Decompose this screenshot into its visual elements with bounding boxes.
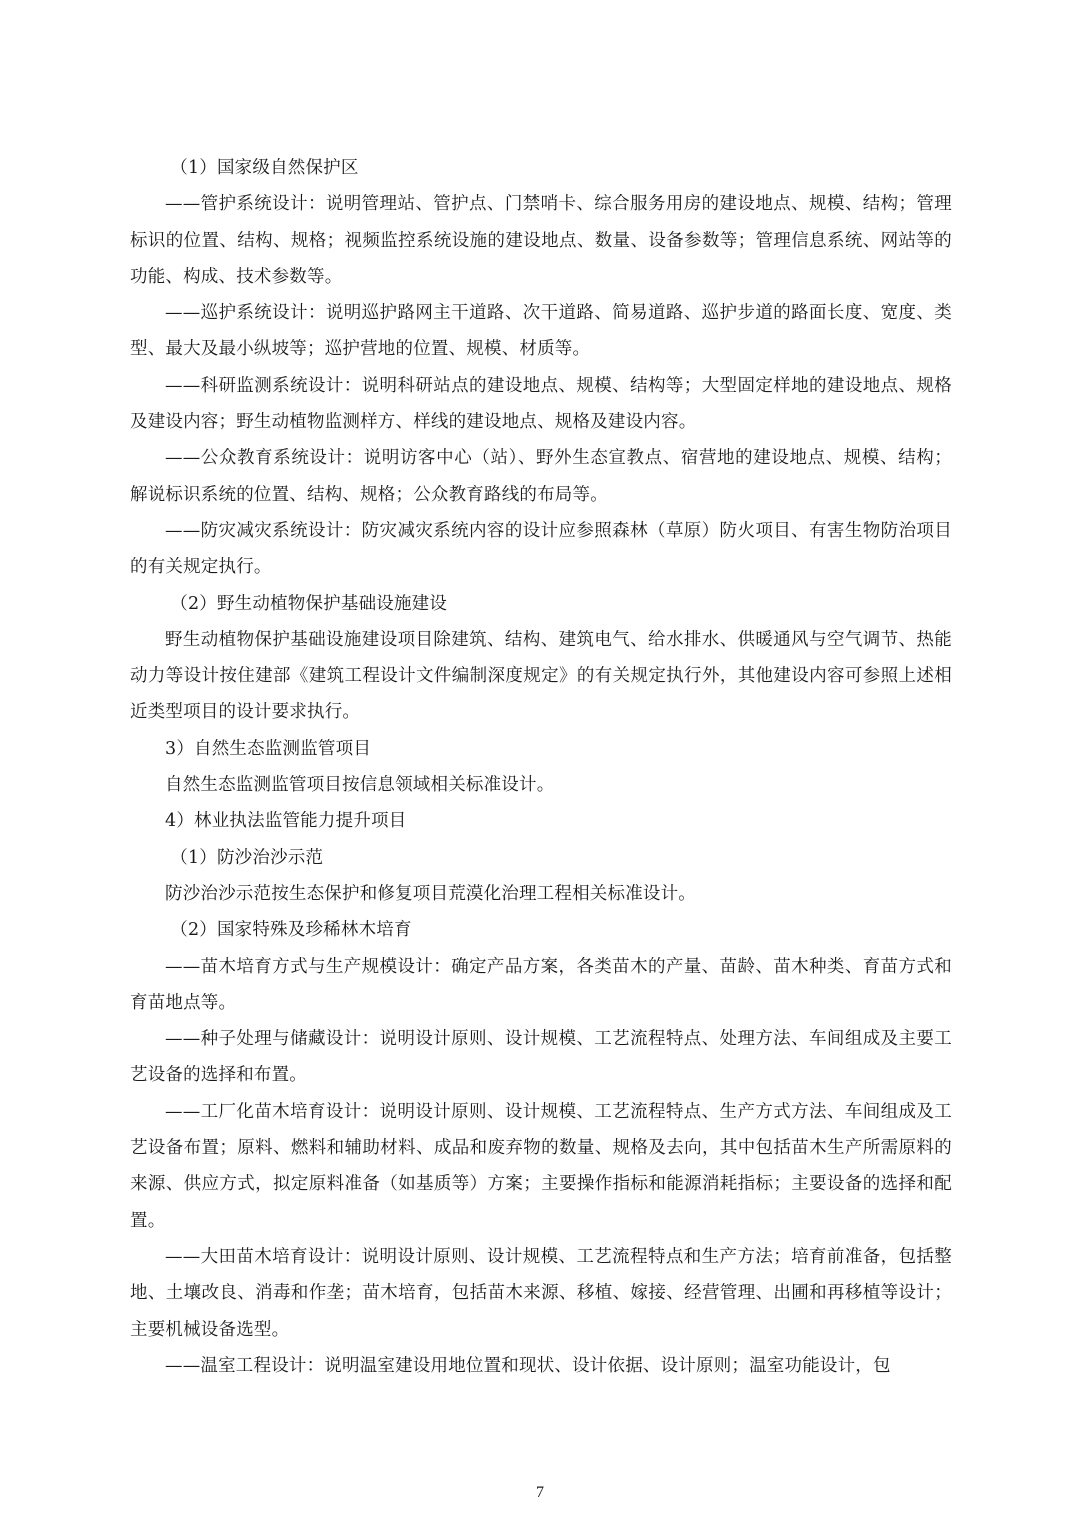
paragraph-research-monitoring-design: ——科研监测系统设计：说明科研站点的建设地点、规模、结构等；大型固定样地的建设地点、规格及建设内容；野生动植物监测样方、样线的建设地点、规格及建设内容。	[130, 375, 952, 433]
section-heading-nature-reserve: （1）国家级自然保护区	[170, 158, 359, 178]
section-heading-desertification-demo: （1）防沙治沙示范	[170, 847, 324, 868]
paragraph-patrol-management-design: ——管护系统设计：说明管理站、管护点、门禁哨卡、综合服务用房的建设地点、规模、结构；管理标识的位置、结构、规格；视频监控系统设施的建设地点、数量、设备参数等；管理信息系统、网站等的功能、构成、技术参数等。	[130, 194, 952, 287]
section-heading-wildlife-infrastructure: （2）野生动植物保护基础设施建设	[170, 593, 448, 614]
section-heading-rare-tree-cultivation: （2）国家特殊及珍稀林木培育	[170, 920, 412, 941]
page-number: 7	[536, 1484, 544, 1501]
paragraph-disaster-prevention-design: ——防灾减灾系统设计：防灾减灾系统内容的设计应参照森林（草原）防火项目、有害生物防治项目的有关规定执行。	[130, 520, 952, 578]
body-text	[130, 150, 952, 1384]
section-heading-ecological-monitoring: 3）自然生态监测监管项目	[165, 738, 372, 759]
paragraph-greenhouse-design: ——温室工程设计：说明温室建设用地位置和现状、设计依据、设计原则；温室功能设计，包	[165, 1355, 891, 1376]
paragraph-wildlife-infrastructure: 野生动植物保护基础设施建设项目除建筑、结构、建筑电气、给水排水、供暖通风与空气调节、热能动力等设计按住建部《建筑工程设计文件编制深度规定》的有关规定执行外，其他建设内容可参照上述相近类型项目的设计要求执行。	[130, 629, 952, 723]
paragraph-patrol-system-design: ——巡护系统设计：说明巡护路网主干道路、次干道路、简易道路、巡护步道的路面长度、宽度、类型、最大及最小纵坡等；巡护营地的位置、规模、材质等。	[130, 303, 952, 360]
paragraph-ecological-monitoring: 自然生态监测监管项目按信息领域相关标准设计。	[165, 775, 555, 796]
section-heading-forestry-enforcement: 4）林业执法监管能力提升项目	[165, 811, 407, 832]
paragraph-seed-storage-design: ——种子处理与储藏设计：说明设计原则、设计规模、工艺流程特点、处理方法、车间组成及主要工艺设备的选择和布置。	[130, 1029, 952, 1086]
paragraph-factory-seedling-design: ——工厂化苗木培育设计：说明设计原则、设计规模、工艺流程特点、生产方式方法、车间组成及工艺设备布置；原料、燃料和辅助材料、成品和废弃物的数量、规格及去向，其中包括苗木生产所需原料的来源、供应方式，拟定原料准备（如基质等）方案；主要操作指标和能源消耗指标；主要设备的选择和配置。	[130, 1101, 952, 1231]
paragraph-public-education-design: ——公众教育系统设计：说明访客中心（站）、野外生态宣教点、宿营地的建设地点、规模、结构；解说标识系统的位置、结构、规格；公众教育路线的布局等。	[130, 448, 952, 505]
paragraph-desertification-demo: 防沙治沙示范按生态保护和修复项目荒漠化治理工程相关标准设计。	[165, 883, 696, 904]
paragraph-field-seedling-design: ——大田苗木培育设计：说明设计原则、设计规模、工艺流程特点和生产方法；培育前准备，包括整地、土壤改良、消毒和作垄；苗木培育，包括苗木来源、移植、嫁接、经营管理、出圃和再移植等设计；主要机械设备选型。	[130, 1246, 952, 1340]
paragraph-seedling-method-design: ——苗木培育方式与生产规模设计：确定产品方案，各类苗木的产量、苗龄、苗木种类、育苗方式和育苗地点等。	[130, 956, 952, 1013]
